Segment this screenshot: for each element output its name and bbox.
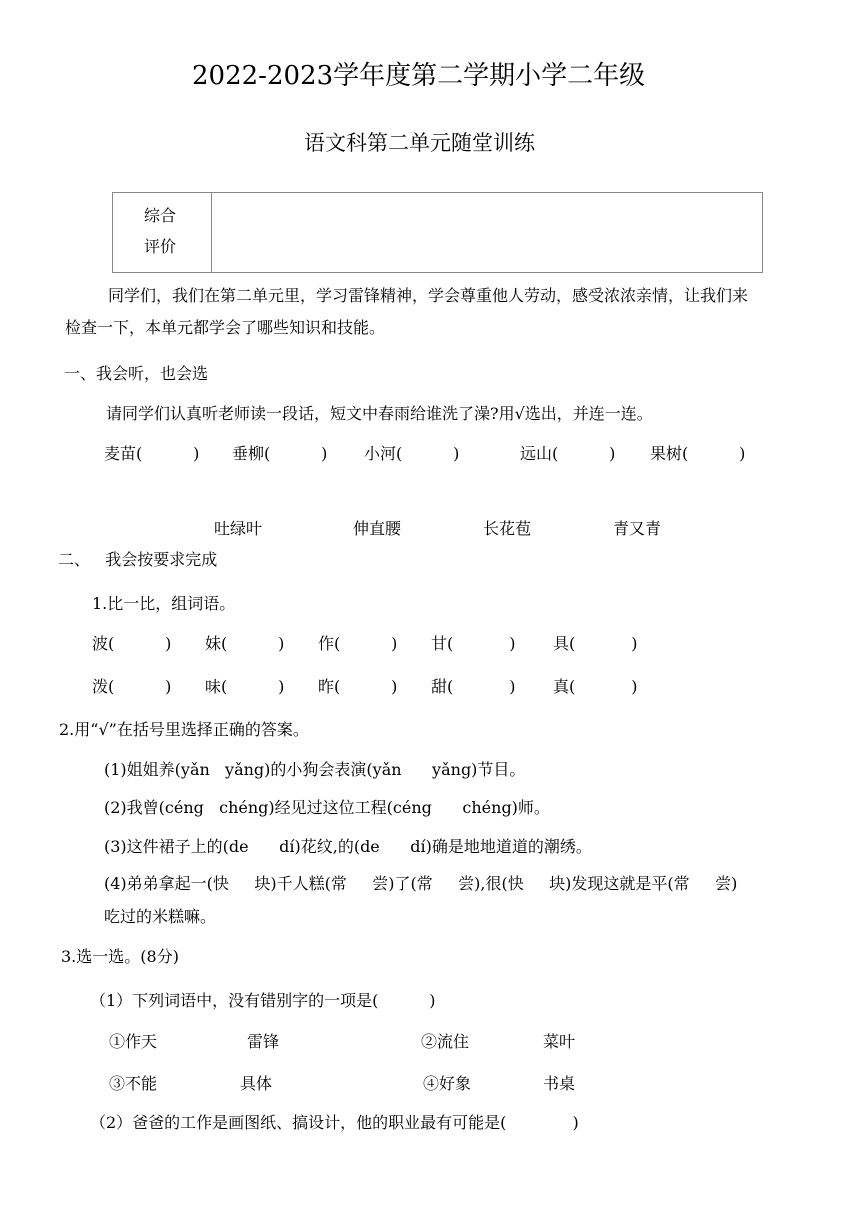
page-title: 2022-2023学年度第二学期小学二年级 [192, 61, 646, 91]
compare-item: 味( ) [205, 677, 285, 696]
compare-item: 甜( ) [431, 677, 516, 696]
match-phrase: 长花苞 [483, 519, 532, 538]
evaluation-label-line1: 综合 [144, 206, 177, 225]
option-word: 雷锋 [247, 1032, 280, 1051]
option-word: ①作天 [109, 1032, 158, 1051]
q3-part2: （2）爸爸的工作是画图纸、搞设计，他的职业最有可能是( ) [90, 1113, 579, 1132]
compare-item: 作( ) [318, 634, 398, 653]
q1-title: 1.比一比，组词语。 [92, 594, 236, 613]
compare-item: 泼( ) [92, 677, 172, 696]
evaluation-box-divider [211, 193, 212, 272]
compare-item: 具( ) [553, 634, 638, 653]
compare-item: 波( ) [92, 634, 172, 653]
intro-line-1: 同学们，我们在第二单元里，学习雷锋精神，学会尊重他人劳动，感受浓浓亲情，让我们来 [108, 286, 749, 305]
section1-instruction: 请同学们认真听老师读一段话，短文中春雨给谁洗了澡?用√选出，并连一连。 [106, 404, 653, 423]
option-word: 书桌 [543, 1074, 576, 1093]
listen-item: 果树( ) [650, 444, 746, 463]
compare-item: 甘( ) [431, 634, 516, 653]
listen-item: 麦苗( ) [104, 444, 200, 463]
compare-item: 昨( ) [318, 677, 398, 696]
section2-heading: 二、 我会按要求完成 [58, 550, 218, 569]
compare-item: 妹( ) [205, 634, 285, 653]
match-phrase: 吐绿叶 [214, 519, 263, 538]
compare-item: 真( ) [553, 677, 638, 696]
q2-sentence-3: (3)这件裙子上的(de dí)花纹,的(de dí)确是地地道道的潮绣。 [104, 837, 592, 856]
evaluation-label-line2: 评价 [144, 237, 177, 256]
option-word: 菜叶 [543, 1032, 576, 1051]
option-word: 具体 [240, 1074, 273, 1093]
option-word: ②流住 [421, 1032, 470, 1051]
q2-title: 2.用“√”在括号里选择正确的答案。 [59, 720, 309, 739]
option-word: ④好象 [423, 1074, 472, 1093]
q3-title: 3.选一选。(8分) [61, 947, 179, 966]
q2-sentence-4: (4)弟弟拿起一(快 块)千人糕(常 尝)了(常 尝),很(快 块)发现这就是平(常 尝) [104, 874, 738, 893]
q2-sentence-2: (2)我曾(céng chéng)经见过这位工程(céng chéng)师。 [104, 798, 550, 817]
listen-item: 小河( ) [364, 444, 460, 463]
page-subtitle: 语文科第二单元随堂训练 [304, 131, 535, 155]
q3-part1: （1）下列词语中，没有错别字的一项是( ) [90, 991, 436, 1010]
option-word: ③不能 [109, 1074, 158, 1093]
listen-item: 远山( ) [520, 444, 616, 463]
q2-sentence-1: (1)姐姐养(yǎn yǎng)的小狗会表演(yǎn yǎng)节目。 [104, 760, 526, 779]
evaluation-box [112, 192, 763, 273]
intro-line-2: 检查一下，本单元都学会了哪些知识和技能。 [65, 318, 386, 337]
match-phrase: 伸直腰 [353, 519, 402, 538]
listen-item: 垂柳( ) [232, 444, 328, 463]
section1-heading: 一、我会听，也会选 [64, 364, 209, 383]
q2-sentence-4-continued: 吃过的米糕嘛。 [104, 907, 217, 926]
match-phrase: 青又青 [613, 519, 662, 538]
